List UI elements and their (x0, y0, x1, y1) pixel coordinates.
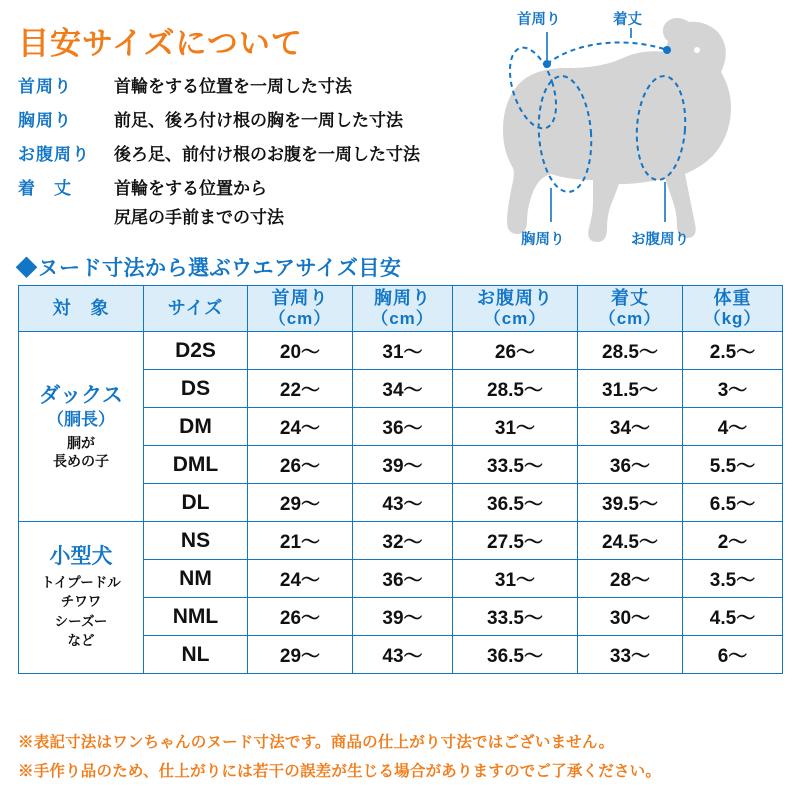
cell-belly: 36.5〜 (453, 636, 578, 674)
definition-description (114, 140, 420, 165)
cell-chest: 43〜 (353, 484, 453, 522)
cell-size: DS (144, 370, 248, 408)
size-table (18, 285, 783, 674)
cell-weight: 2〜 (683, 522, 783, 560)
cell-neck: 29〜 (248, 484, 353, 522)
cell-length: 33〜 (578, 636, 683, 674)
definition-row (18, 72, 478, 97)
definition-row (18, 106, 478, 131)
group-cell-dachshund (19, 332, 144, 522)
size-table-wrapper (18, 285, 782, 674)
callout-chest-bottom: 胸周り (521, 232, 565, 248)
cell-weight: 6〜 (683, 636, 783, 674)
header-belly (453, 286, 578, 332)
header-neck-label: 首周り (271, 288, 329, 309)
cell-length: 24.5〜 (578, 522, 683, 560)
header-neck (248, 286, 353, 332)
cell-size: DM (144, 408, 248, 446)
cell-size: DL (144, 484, 248, 522)
cell-length: 39.5〜 (578, 484, 683, 522)
cell-belly: 33.5〜 (453, 598, 578, 636)
definition-row (18, 140, 478, 165)
dog-body-shape (503, 18, 731, 242)
cell-belly: 26〜 (453, 332, 578, 370)
table-header-row (19, 286, 783, 332)
cell-size: NL (144, 636, 248, 674)
group-sub1: （胴長） (47, 410, 115, 430)
cell-belly: 31〜 (453, 560, 578, 598)
header-size (144, 286, 248, 332)
group-cell-small-dog (19, 522, 144, 674)
table-row (19, 332, 783, 370)
header-chest-unit: （cm） (371, 309, 434, 329)
callout-length-top: 着丈 (613, 12, 642, 28)
cell-weight: 3〜 (683, 370, 783, 408)
header-belly-label: お腹周り (477, 288, 553, 309)
definition-description-line2: 尻尾の手前までの寸法 (114, 208, 284, 227)
group-name: 小型犬 (49, 545, 113, 569)
cell-neck: 26〜 (248, 446, 353, 484)
footnote: ※表記寸法はワンちゃんのヌード寸法です。商品の仕上がり寸法ではございません。 (18, 734, 615, 751)
cell-size: NML (144, 598, 248, 636)
definition-row (18, 174, 478, 228)
cell-neck: 24〜 (248, 560, 353, 598)
cell-belly: 33.5〜 (453, 446, 578, 484)
header-chest (353, 286, 453, 332)
header-weight-label: 体重 (713, 288, 752, 309)
cell-size: NM (144, 560, 248, 598)
definition-description-line1: 首輪をする位置から (114, 179, 267, 198)
cell-neck: 29〜 (248, 636, 353, 674)
definition-term: 着 丈 (18, 179, 72, 198)
cell-chest: 32〜 (353, 522, 453, 560)
cell-chest: 39〜 (353, 598, 453, 636)
cell-chest: 34〜 (353, 370, 453, 408)
cell-chest: 36〜 (353, 408, 453, 446)
header-target-label: 対 象 (52, 298, 110, 319)
group-name: ダックス (39, 384, 123, 408)
cell-belly: 28.5〜 (453, 370, 578, 408)
cell-neck: 20〜 (248, 332, 353, 370)
definition-description (114, 72, 352, 97)
cell-weight: 4〜 (683, 408, 783, 446)
header-neck-unit: （cm） (268, 309, 332, 329)
definition-description (114, 174, 284, 228)
cell-size: DML (144, 446, 248, 484)
table-row (19, 522, 783, 560)
table-header (19, 286, 783, 332)
cell-neck: 26〜 (248, 598, 353, 636)
footnote: ※手作り品のため、仕上がりには若干の誤差が生じる場合がありますのでご了承ください。 (18, 763, 662, 780)
cell-length: 30〜 (578, 598, 683, 636)
header-chest-label: 胸周り (374, 288, 431, 309)
definition-description-line1: 後ろ足、前付け根のお腹を一周した寸法 (114, 145, 420, 164)
cell-neck: 24〜 (248, 408, 353, 446)
header-target (19, 286, 144, 332)
cell-length: 34〜 (578, 408, 683, 446)
cell-chest: 39〜 (353, 446, 453, 484)
cell-chest: 31〜 (353, 332, 453, 370)
header-length-unit: （cm） (598, 309, 662, 329)
cell-size: D2S (144, 332, 248, 370)
definition-term: 首周り (18, 77, 72, 96)
cell-length: 28.5〜 (578, 332, 683, 370)
dog-silhouette-svg (455, 6, 795, 258)
cell-belly: 27.5〜 (453, 522, 578, 560)
footnotes (18, 730, 788, 788)
definition-term: 胸周り (18, 111, 72, 130)
header-belly-unit: （cm） (483, 309, 547, 329)
table-body (19, 332, 783, 674)
cell-chest: 43〜 (353, 636, 453, 674)
cell-weight: 2.5〜 (683, 332, 783, 370)
cell-belly: 36.5〜 (453, 484, 578, 522)
cell-length: 36〜 (578, 446, 683, 484)
cell-length: 31.5〜 (578, 370, 683, 408)
definition-description-line1: 前足、後ろ付け根の胸を一周した寸法 (114, 111, 403, 130)
cell-belly: 31〜 (453, 408, 578, 446)
header-size-label: サイズ (167, 298, 224, 319)
cell-weight: 3.5〜 (683, 560, 783, 598)
callout-neck-top: 首周り (517, 12, 561, 28)
cell-weight: 5.5〜 (683, 446, 783, 484)
section-heading: ◆ヌード寸法から選ぶウエアサイズ目安 (16, 257, 402, 280)
cell-weight: 4.5〜 (683, 598, 783, 636)
definition-term: お腹周り (18, 145, 90, 164)
group-sub2: 胴が 長めの子 (53, 434, 109, 469)
header-length-label: 着丈 (611, 288, 649, 309)
cell-size: NS (144, 522, 248, 560)
header-weight (683, 286, 783, 332)
cell-length: 28〜 (578, 560, 683, 598)
header-length (578, 286, 683, 332)
dog-illustration (455, 6, 795, 258)
header-weight-unit: （kg） (703, 309, 762, 329)
cell-neck: 21〜 (248, 522, 353, 560)
definition-description (114, 106, 403, 131)
measurement-definitions (18, 72, 478, 237)
cell-weight: 6.5〜 (683, 484, 783, 522)
cell-neck: 22〜 (248, 370, 353, 408)
cell-chest: 36〜 (353, 560, 453, 598)
definition-description-line1: 首輪をする位置を一周した寸法 (114, 77, 352, 96)
page-title: 目安サイズについて (18, 26, 303, 61)
callout-belly-bottom: お腹周り (631, 232, 689, 248)
group-sub-list: トイプードル チワワ シーズー など (41, 574, 121, 649)
